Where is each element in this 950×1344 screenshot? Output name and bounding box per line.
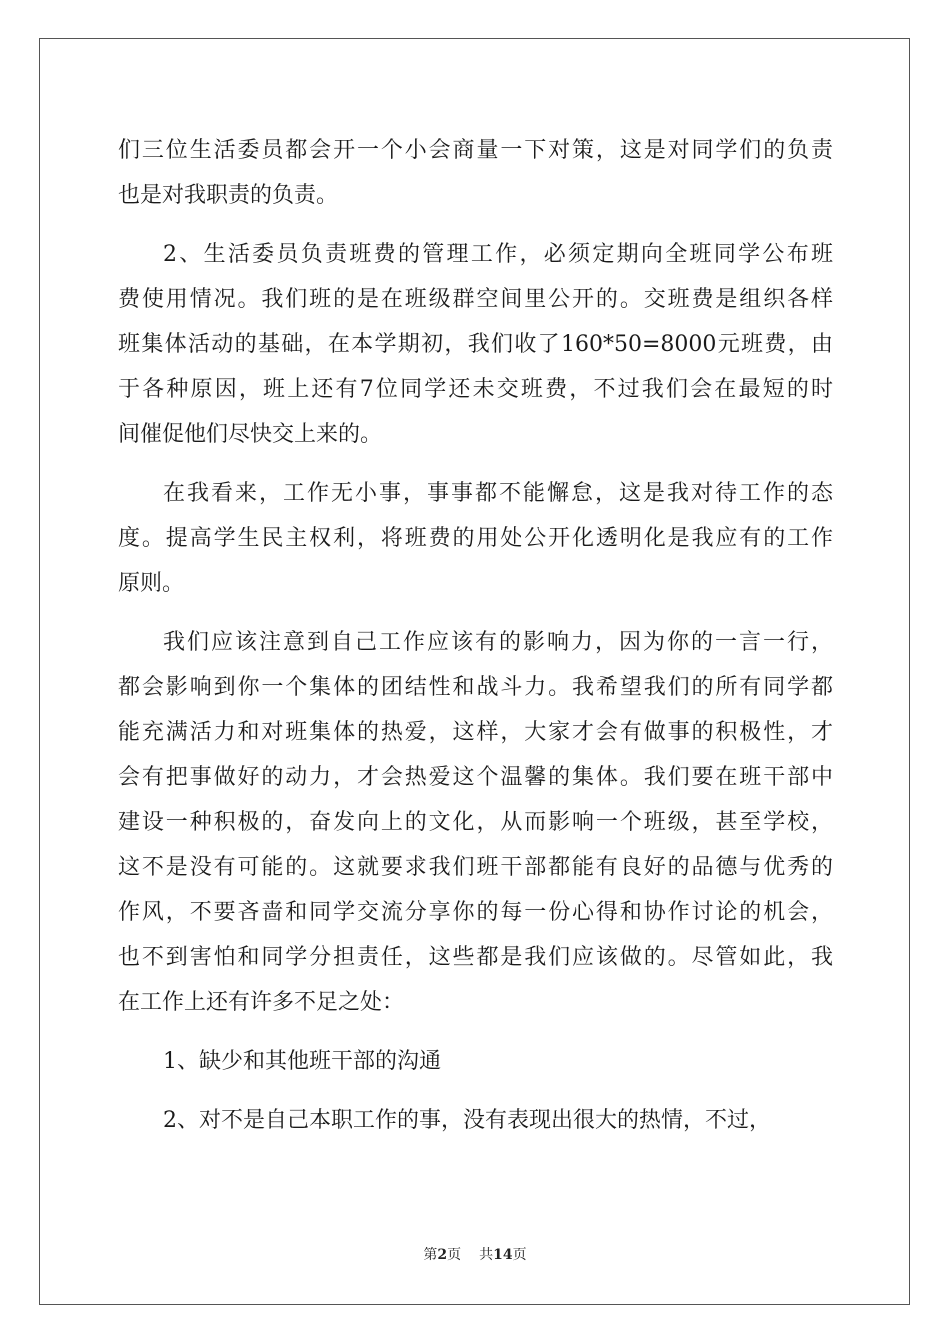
page-suffix: 页	[447, 1247, 462, 1263]
text-line: 间催促他们尽快交上来的。	[118, 422, 383, 447]
text-line: 也不到害怕和同学分担责任，这些都是我们应该做的。尽管如此，我	[118, 945, 833, 970]
text-line: 在我看来，工作无小事，事事都不能懈怠，这是我对待工作的态	[163, 481, 833, 506]
text-line: 在工作上还有许多不足之处：	[118, 990, 405, 1015]
text-line: 也是对我职责的负责。	[118, 183, 339, 208]
text-line: 于各种原因，班上还有7位同学还未交班费，不过我们会在最短的时	[118, 377, 833, 402]
paragraph	[118, 232, 833, 457]
text-line: 能充满活力和对班集体的热爱，这样，大家才会有做事的积极性，才	[118, 720, 833, 745]
page-prefix: 第	[423, 1247, 438, 1263]
text-line: 原则。	[118, 571, 185, 596]
text-line: 2、对不是自己本职工作的事，没有表现出很大的热情，不过，	[163, 1108, 771, 1133]
text-line: 作风，不要吝啬和同学交流分享你的每一份心得和协作讨论的机会，	[118, 900, 833, 925]
total-suffix: 页	[512, 1247, 527, 1263]
text-line: 建设一种积极的，奋发向上的文化，从而影响一个班级，甚至学校，	[118, 810, 833, 835]
text-line: 都会影响到你一个集体的团结性和战斗力。我希望我们的所有同学都	[118, 675, 833, 700]
text-line: 1、缺少和其他班干部的沟通	[163, 1049, 441, 1074]
paragraph	[118, 1098, 833, 1143]
paragraph	[118, 620, 833, 1025]
paragraph	[118, 471, 833, 606]
text-line: 们三位生活委员都会开一个小会商量一下对策，这是对同学们的负责	[118, 138, 833, 163]
total-prefix: 共	[479, 1247, 494, 1263]
text-line: 费使用情况。我们班的是在班级群空间里公开的。交班费是组织各样	[118, 287, 833, 312]
paragraph	[118, 1039, 833, 1084]
page-number: 2	[437, 1247, 448, 1263]
total-pages: 14	[493, 1247, 513, 1263]
page-footer	[0, 1244, 950, 1264]
document-body	[118, 128, 833, 1143]
text-line: 会有把事做好的动力，才会热爱这个温馨的集体。我们要在班干部中	[118, 765, 833, 790]
text-line: 这不是没有可能的。这就要求我们班干部都能有良好的品德与优秀的	[118, 855, 833, 880]
paragraph	[118, 128, 833, 218]
text-line: 2、生活委员负责班费的管理工作，必须定期向全班同学公布班	[163, 242, 833, 267]
text-line: 班集体活动的基础，在本学期初，我们收了160*50=8000元班费，由	[118, 332, 833, 357]
text-line: 我们应该注意到自己工作应该有的影响力，因为你的一言一行，	[163, 630, 833, 655]
text-line: 度。提高学生民主权利，将班费的用处公开化透明化是我应有的工作	[118, 526, 833, 551]
